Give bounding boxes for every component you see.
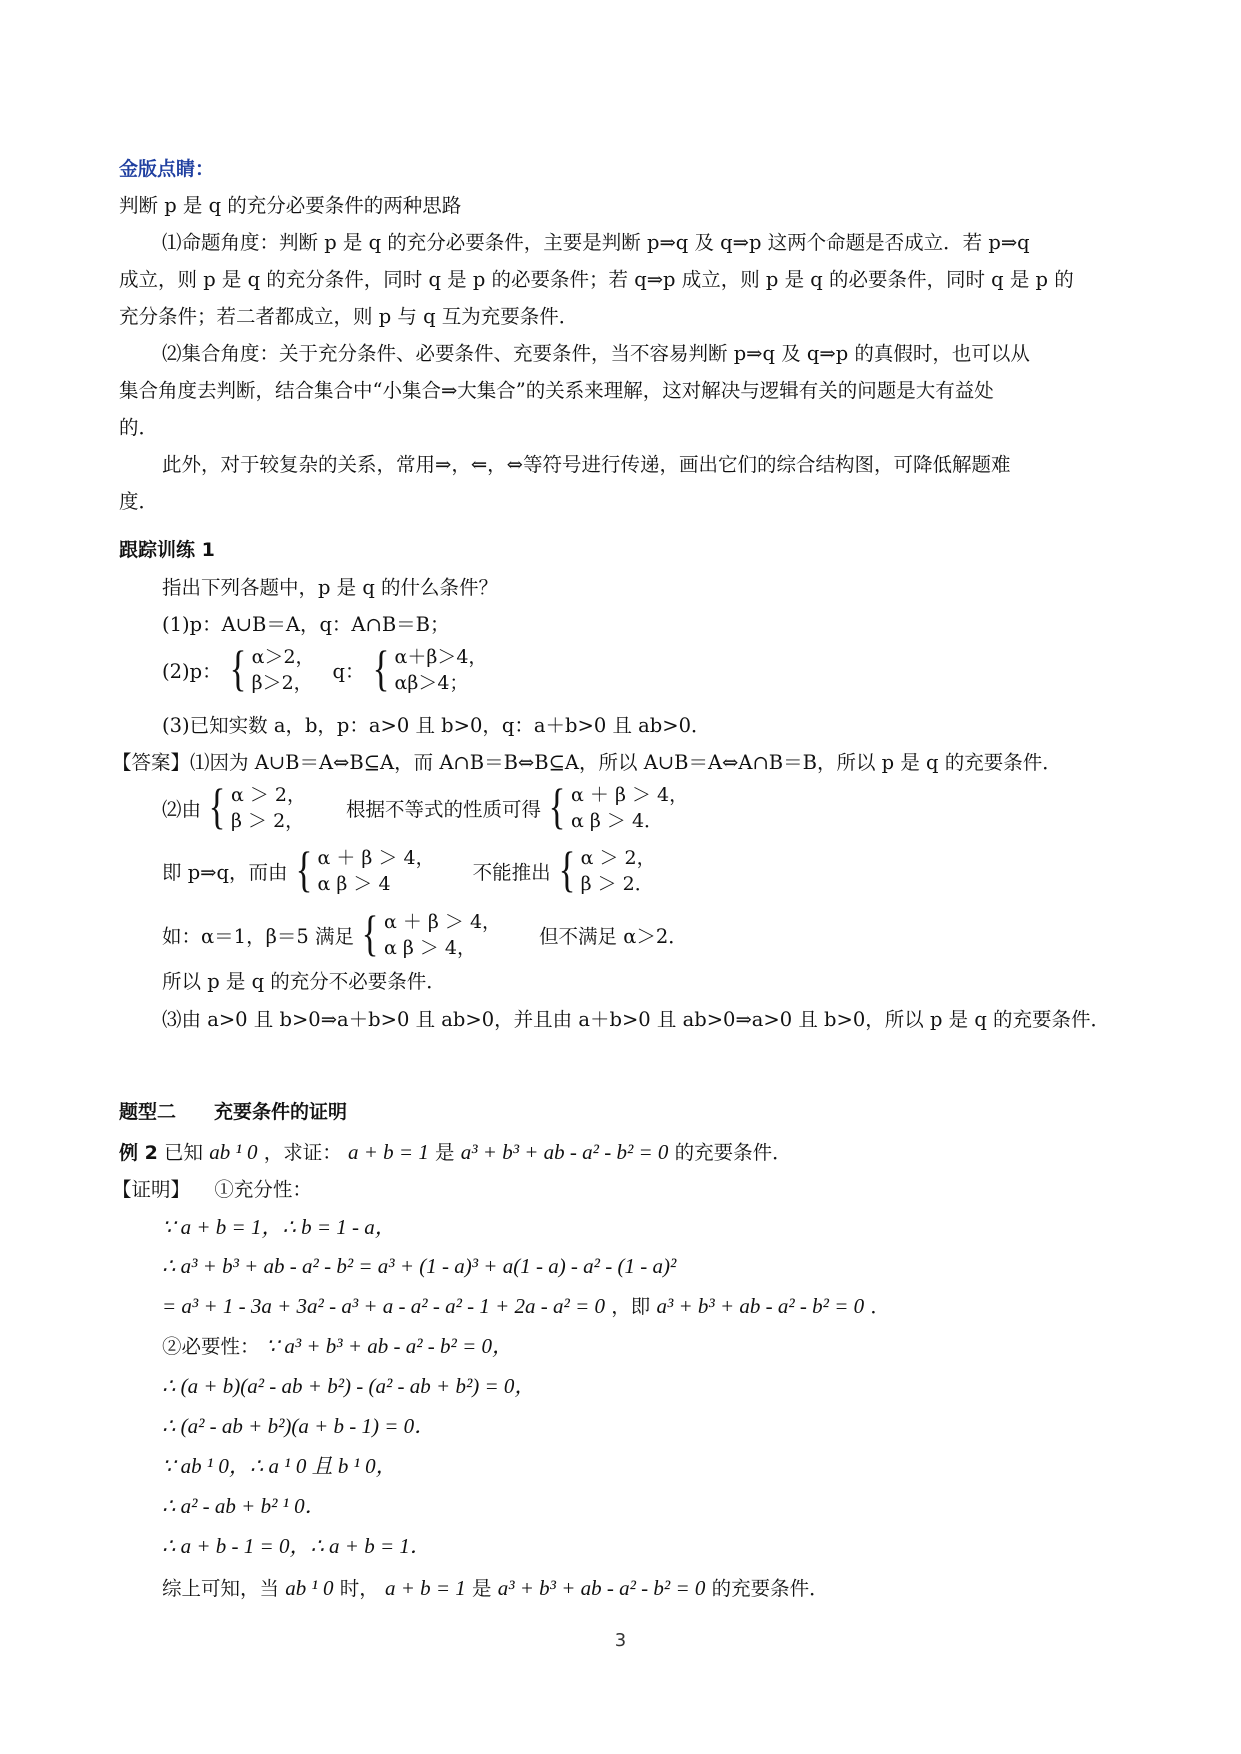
brace-icon: {: [548, 778, 566, 834]
equation-system: [231, 782, 306, 834]
equation: α ＋ β ＞ 4，: [317, 847, 435, 869]
equation: α β ＞ 4: [317, 873, 391, 895]
equation: β ＞ 2．: [580, 873, 654, 895]
text: 已知: [164, 1141, 204, 1164]
question-3: (3)已知实数 a，b，p：a>0 且 b>0，q：a＋b>0 且 ab>0．: [162, 714, 711, 737]
proof-line: ∵ a + b = 1，∴ b = 1 - a，: [162, 1215, 396, 1239]
proof-line: ∴ a + b - 1 = 0，∴ a + b = 1．: [162, 1534, 431, 1558]
section-heading: 金版点睛：: [119, 158, 215, 180]
conclusion: [162, 1574, 829, 1603]
brace-icon: {: [295, 841, 312, 897]
brace-icon: {: [208, 778, 226, 834]
equation-system: [571, 782, 688, 834]
proof-line: [162, 1292, 890, 1321]
equation: α＋β＞4，: [394, 646, 488, 668]
text: ．: [870, 1295, 890, 1318]
equation: β ＞ 2，: [231, 810, 305, 832]
equation: α ＞ 2，: [580, 847, 656, 869]
text: 时，: [339, 1577, 379, 1600]
equation: α ＋ β ＞ 4，: [571, 784, 689, 806]
text: 是: [471, 1577, 492, 1600]
formula: ab ¹ 0: [285, 1576, 334, 1600]
answer-4: [162, 905, 688, 961]
brace-icon: {: [229, 640, 247, 696]
example-2: [119, 1138, 792, 1167]
equation: α β ＞ 4，: [383, 937, 476, 959]
text: 综上可知，当: [162, 1577, 280, 1600]
equation-system: [395, 644, 488, 696]
intro-line: 判断 p 是 q 的充分必要条件的两种思路: [119, 194, 462, 217]
equation: α β ＞ 4．: [571, 810, 664, 832]
brace-icon: {: [361, 905, 379, 961]
answer-2: [162, 778, 689, 834]
text: 的充要条件．: [674, 1141, 792, 1164]
formula: ab ¹ 0: [209, 1140, 258, 1164]
q-label: q：: [332, 660, 365, 683]
exercise-heading: 跟踪训练 1: [119, 539, 215, 561]
paragraph-line: 充分条件；若二者都成立，则 p 与 q 互为充要条件．: [119, 305, 579, 328]
equation-system: [384, 909, 501, 961]
answer-3: [162, 841, 656, 897]
formula: a³ + b³ + ab - a² - b² = 0: [656, 1294, 865, 1318]
brace-icon: {: [558, 841, 575, 897]
formula: a³ + b³ + ab - a² - b² = 0: [497, 1576, 706, 1600]
question-2-label: (2)p：: [162, 660, 222, 683]
question-1: (1)p：A∪B＝A，q：A∩B＝B；: [162, 613, 450, 636]
equation-system: [252, 644, 315, 696]
proof-line: ∴ a³ + b³ + ab - a² - b² = a³ + (1 - a)³ + a(1 - a) - a² - (1 - a)²: [162, 1254, 677, 1278]
text: ，即: [611, 1295, 651, 1318]
formula: ∵ a³ + b³ + ab - a² - b² = 0，: [265, 1334, 514, 1358]
exercise-prompt: 指出下列各题中，p 是 q 的什么条件？: [162, 576, 499, 599]
paragraph-line: 集合角度去判断，结合集合中“小集合⇒大集合”的关系来理解，这对解决与逻辑有关的问题是大有益处: [119, 379, 994, 402]
paragraph-line: 成立，则 p 是 q 的充分条件，同时 q 是 p 的必要条件；若 q⇒p 成立，则 p 是 q 的必要条件，同时 q 是 p 的: [119, 268, 1074, 291]
formula: a + b = 1: [384, 1576, 466, 1600]
answer-text: 不能推出: [472, 861, 551, 884]
answer-text: ⑵由: [162, 798, 202, 821]
answer-text: 根据不等式的性质可得: [346, 798, 542, 821]
paragraph-line: ⑴命题角度：判断 p 是 q 的充分必要条件，主要是判断 p⇒q 及 q⇒p 这两个命题是否成立．若 p⇒q: [162, 231, 1030, 254]
formula: a + b = 1: [347, 1140, 429, 1164]
proof-line: ∴ (a² - ab + b²)(a + b - 1) = 0．: [162, 1414, 436, 1438]
proof-line: [162, 1332, 513, 1361]
equation: α ＋ β ＞ 4，: [383, 911, 502, 933]
answer-6: ⑶由 a>0 且 b>0⇒a＋b>0 且 ab>0，并且由 a＋b>0 且 ab>0⇒a>0 且 b>0，所以 p 是 q 的充要条件．: [162, 1008, 1111, 1031]
paragraph-line: 的．: [119, 416, 159, 439]
necessity-label: ②必要性：: [162, 1335, 260, 1358]
formula: a³ + b³ + ab - a² - b² = 0: [460, 1140, 669, 1164]
equation: α＞2，: [251, 646, 315, 668]
proof-label: 【证明】: [112, 1178, 191, 1201]
answer-text: 如：α＝1，β＝5 满足: [162, 925, 354, 948]
text: 是: [435, 1141, 455, 1164]
answer-5: 所以 p 是 q 的充分不必要条件．: [162, 970, 446, 993]
proof-line: ∵ ab ¹ 0，∴ a ¹ 0 且 b ¹ 0，: [162, 1454, 397, 1478]
example-label: 例 2: [119, 1142, 158, 1164]
answer-text: 但不满足 α＞2．: [539, 925, 688, 948]
text: 的充要条件．: [711, 1577, 829, 1600]
proof-line: ∴ a² - ab + b² ¹ 0．: [162, 1494, 326, 1518]
text: ，求证：: [263, 1141, 342, 1164]
brace-icon: {: [372, 640, 389, 696]
equation: β＞2，: [251, 672, 313, 694]
answer-text: 即 p⇒q，而由: [162, 861, 288, 884]
equation-system: [581, 845, 656, 897]
paragraph-line: ⑵集合角度：关于充分条件、必要条件、充要条件，当不容易判断 p⇒q 及 q⇒p 的真假时，也可以从: [162, 342, 1030, 365]
equation-system: [318, 845, 435, 897]
paragraph-line: 度．: [119, 490, 159, 513]
paragraph-line: 此外，对于较复杂的关系，常用⇒，⇐，⇔等符号进行传递，画出它们的综合结构图，可降低解题难: [162, 453, 1011, 476]
proof-header: [112, 1176, 312, 1204]
equation: α ＞ 2，: [231, 784, 307, 806]
question-2: [162, 640, 488, 696]
page-number: 3: [614, 1630, 627, 1651]
proof-line: ∴ (a + b)(a² - ab + b²) - (a² - ab + b²) = 0，: [162, 1374, 536, 1398]
type-heading: 题型二 充要条件的证明: [119, 1101, 348, 1123]
equation: αβ＞4；: [394, 672, 469, 694]
formula: = a³ + 1 - 3a + 3a² - a³ + a - a² - a² - 1 + 2a - a² = 0: [162, 1294, 606, 1318]
sufficiency-label: ①充分性：: [214, 1178, 312, 1201]
answer-1: 【答案】⑴因为 A∪B＝A⇔B⊆A，而 A∩B＝B⇔B⊆A，所以 A∪B＝A⇔A∩B＝B，所以 p 是 q 的充要条件．: [112, 751, 1062, 774]
